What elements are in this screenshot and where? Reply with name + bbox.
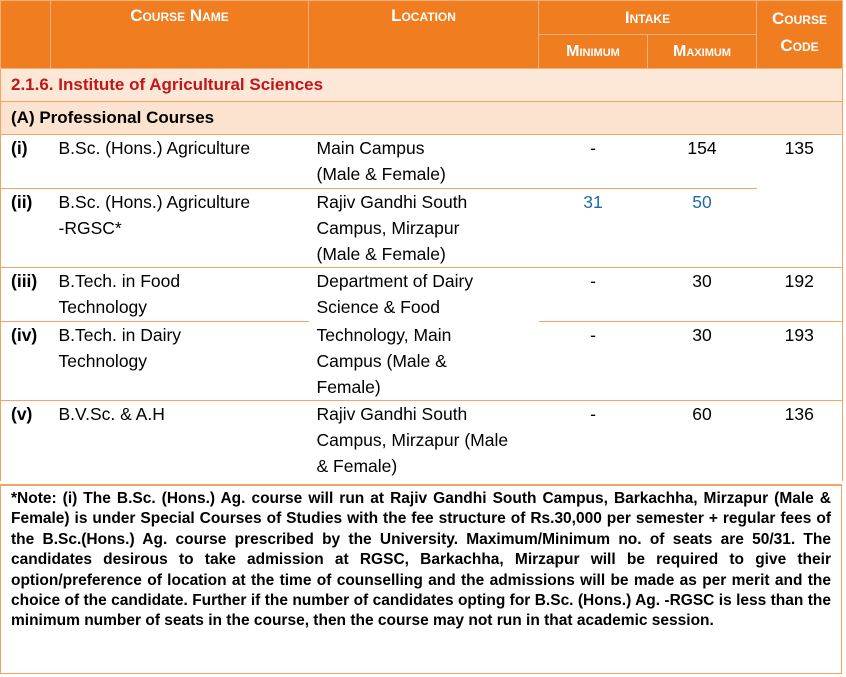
header-course-code-label: Course Code xyxy=(772,9,827,55)
header-intake-label: Intake xyxy=(624,7,671,27)
course-name xyxy=(51,189,309,268)
table-row xyxy=(1,268,843,322)
row-number: (ii) xyxy=(1,189,51,268)
location-line: Campus, Mirzapur (Male xyxy=(316,430,509,450)
course-name-line: Technology xyxy=(58,297,148,317)
intake-minimum: - xyxy=(539,268,648,322)
intake-maximum: 60 xyxy=(692,404,712,424)
intake-minimum: - xyxy=(590,138,596,158)
location-cell xyxy=(309,189,539,268)
course-code: 192 xyxy=(757,268,843,322)
intake-maximum: 30 xyxy=(648,322,757,401)
header-minimum xyxy=(539,35,648,69)
course-name-line: B.Sc. (Hons.) Agriculture xyxy=(58,138,251,158)
course-name xyxy=(51,135,309,189)
location-line: (Male & Female) xyxy=(316,244,446,264)
course-name-line: Technology xyxy=(58,351,148,371)
header-minimum-label: Minimum xyxy=(566,42,620,60)
location-line: (Male & Female) xyxy=(316,164,446,184)
intake-minimum: - xyxy=(590,404,596,424)
location-cell xyxy=(309,322,539,401)
row-number: (iii) xyxy=(1,268,51,322)
row-number: (v) xyxy=(1,401,51,481)
section-title: 2.1.6. Institute of Agricultural Sciences xyxy=(1,69,843,102)
table-row xyxy=(1,401,843,481)
course-name-line: B.Sc. (Hons.) Agriculture xyxy=(58,192,251,212)
course-name-line: B.Tech. in Dairy xyxy=(58,325,182,345)
header-num xyxy=(1,1,51,69)
footnote: *Note: (i) The B.Sc. (Hons.) Ag. course will run at Rajiv Gandhi South Campus, Barkachha, Mirzapur (Male & Female) is under Special Courses of Studies with the fee structure of Rs.30,000 per semester + regular fees of the B.Sc.(Hons.) Ag. course prescribed by the University. Maximum/Minimum no. of seats are 50/31. The candidates desirous to take admission at RGSC, Barkachha, Mirzapur will be required to give their option/preference of location at the time of counselling and the admissions will be made as per merit and the choice of the candidate. Further if the number of candidates opting for B.Sc. (Hons.) Ag. -RGSC is less than the minimum number of seats in the course, then the course may not run in that academic session. xyxy=(0,484,842,674)
table-row xyxy=(1,189,843,268)
table-row xyxy=(1,135,843,189)
course-code: 135 xyxy=(757,135,843,268)
location-line: & Female) xyxy=(316,456,398,476)
location-cell xyxy=(309,268,539,322)
location-line: Main Campus xyxy=(316,138,425,158)
course-name xyxy=(51,401,309,481)
header-maximum-label: Maximum xyxy=(673,42,731,60)
intake-maximum: 50 xyxy=(648,189,757,268)
header-location-label: Location xyxy=(391,6,456,25)
intake-minimum: - xyxy=(539,322,648,401)
location-cell xyxy=(309,401,539,481)
row-number: (iv) xyxy=(1,322,51,401)
location-line: Department of Dairy xyxy=(316,271,474,291)
course-name xyxy=(51,322,309,401)
location-line: Campus, Mirzapur xyxy=(316,218,460,238)
course-name-line: B.Tech. in Food xyxy=(58,271,181,291)
location-line: Female) xyxy=(316,376,381,397)
course-name xyxy=(51,268,309,322)
header-location xyxy=(309,1,539,69)
header-course-name-label: Course Name xyxy=(130,6,229,25)
header-course-code xyxy=(757,1,843,69)
course-name-line: B.V.Sc. & A.H xyxy=(58,404,165,424)
intake-maximum: 30 xyxy=(648,268,757,322)
location-line: Science & Food xyxy=(316,297,441,317)
course-code: 136 xyxy=(757,401,843,481)
location-line: Rajiv Gandhi South xyxy=(316,192,468,212)
row-number: (i) xyxy=(1,135,51,189)
location-line: Campus (Male & xyxy=(316,350,447,371)
location-line: Rajiv Gandhi South xyxy=(316,404,468,424)
header-maximum xyxy=(648,35,757,69)
subsection-title: (A) Professional Courses xyxy=(1,102,843,135)
header-course-name xyxy=(51,1,309,69)
location-cell xyxy=(309,135,539,189)
header-intake xyxy=(539,1,757,35)
course-name-line: -RGSC* xyxy=(58,218,122,238)
course-code: 193 xyxy=(757,322,843,401)
intake-minimum: 31 xyxy=(539,189,648,268)
table-row xyxy=(1,322,843,401)
location-line: Technology, Main xyxy=(316,324,452,345)
intake-maximum: 154 xyxy=(687,138,717,158)
